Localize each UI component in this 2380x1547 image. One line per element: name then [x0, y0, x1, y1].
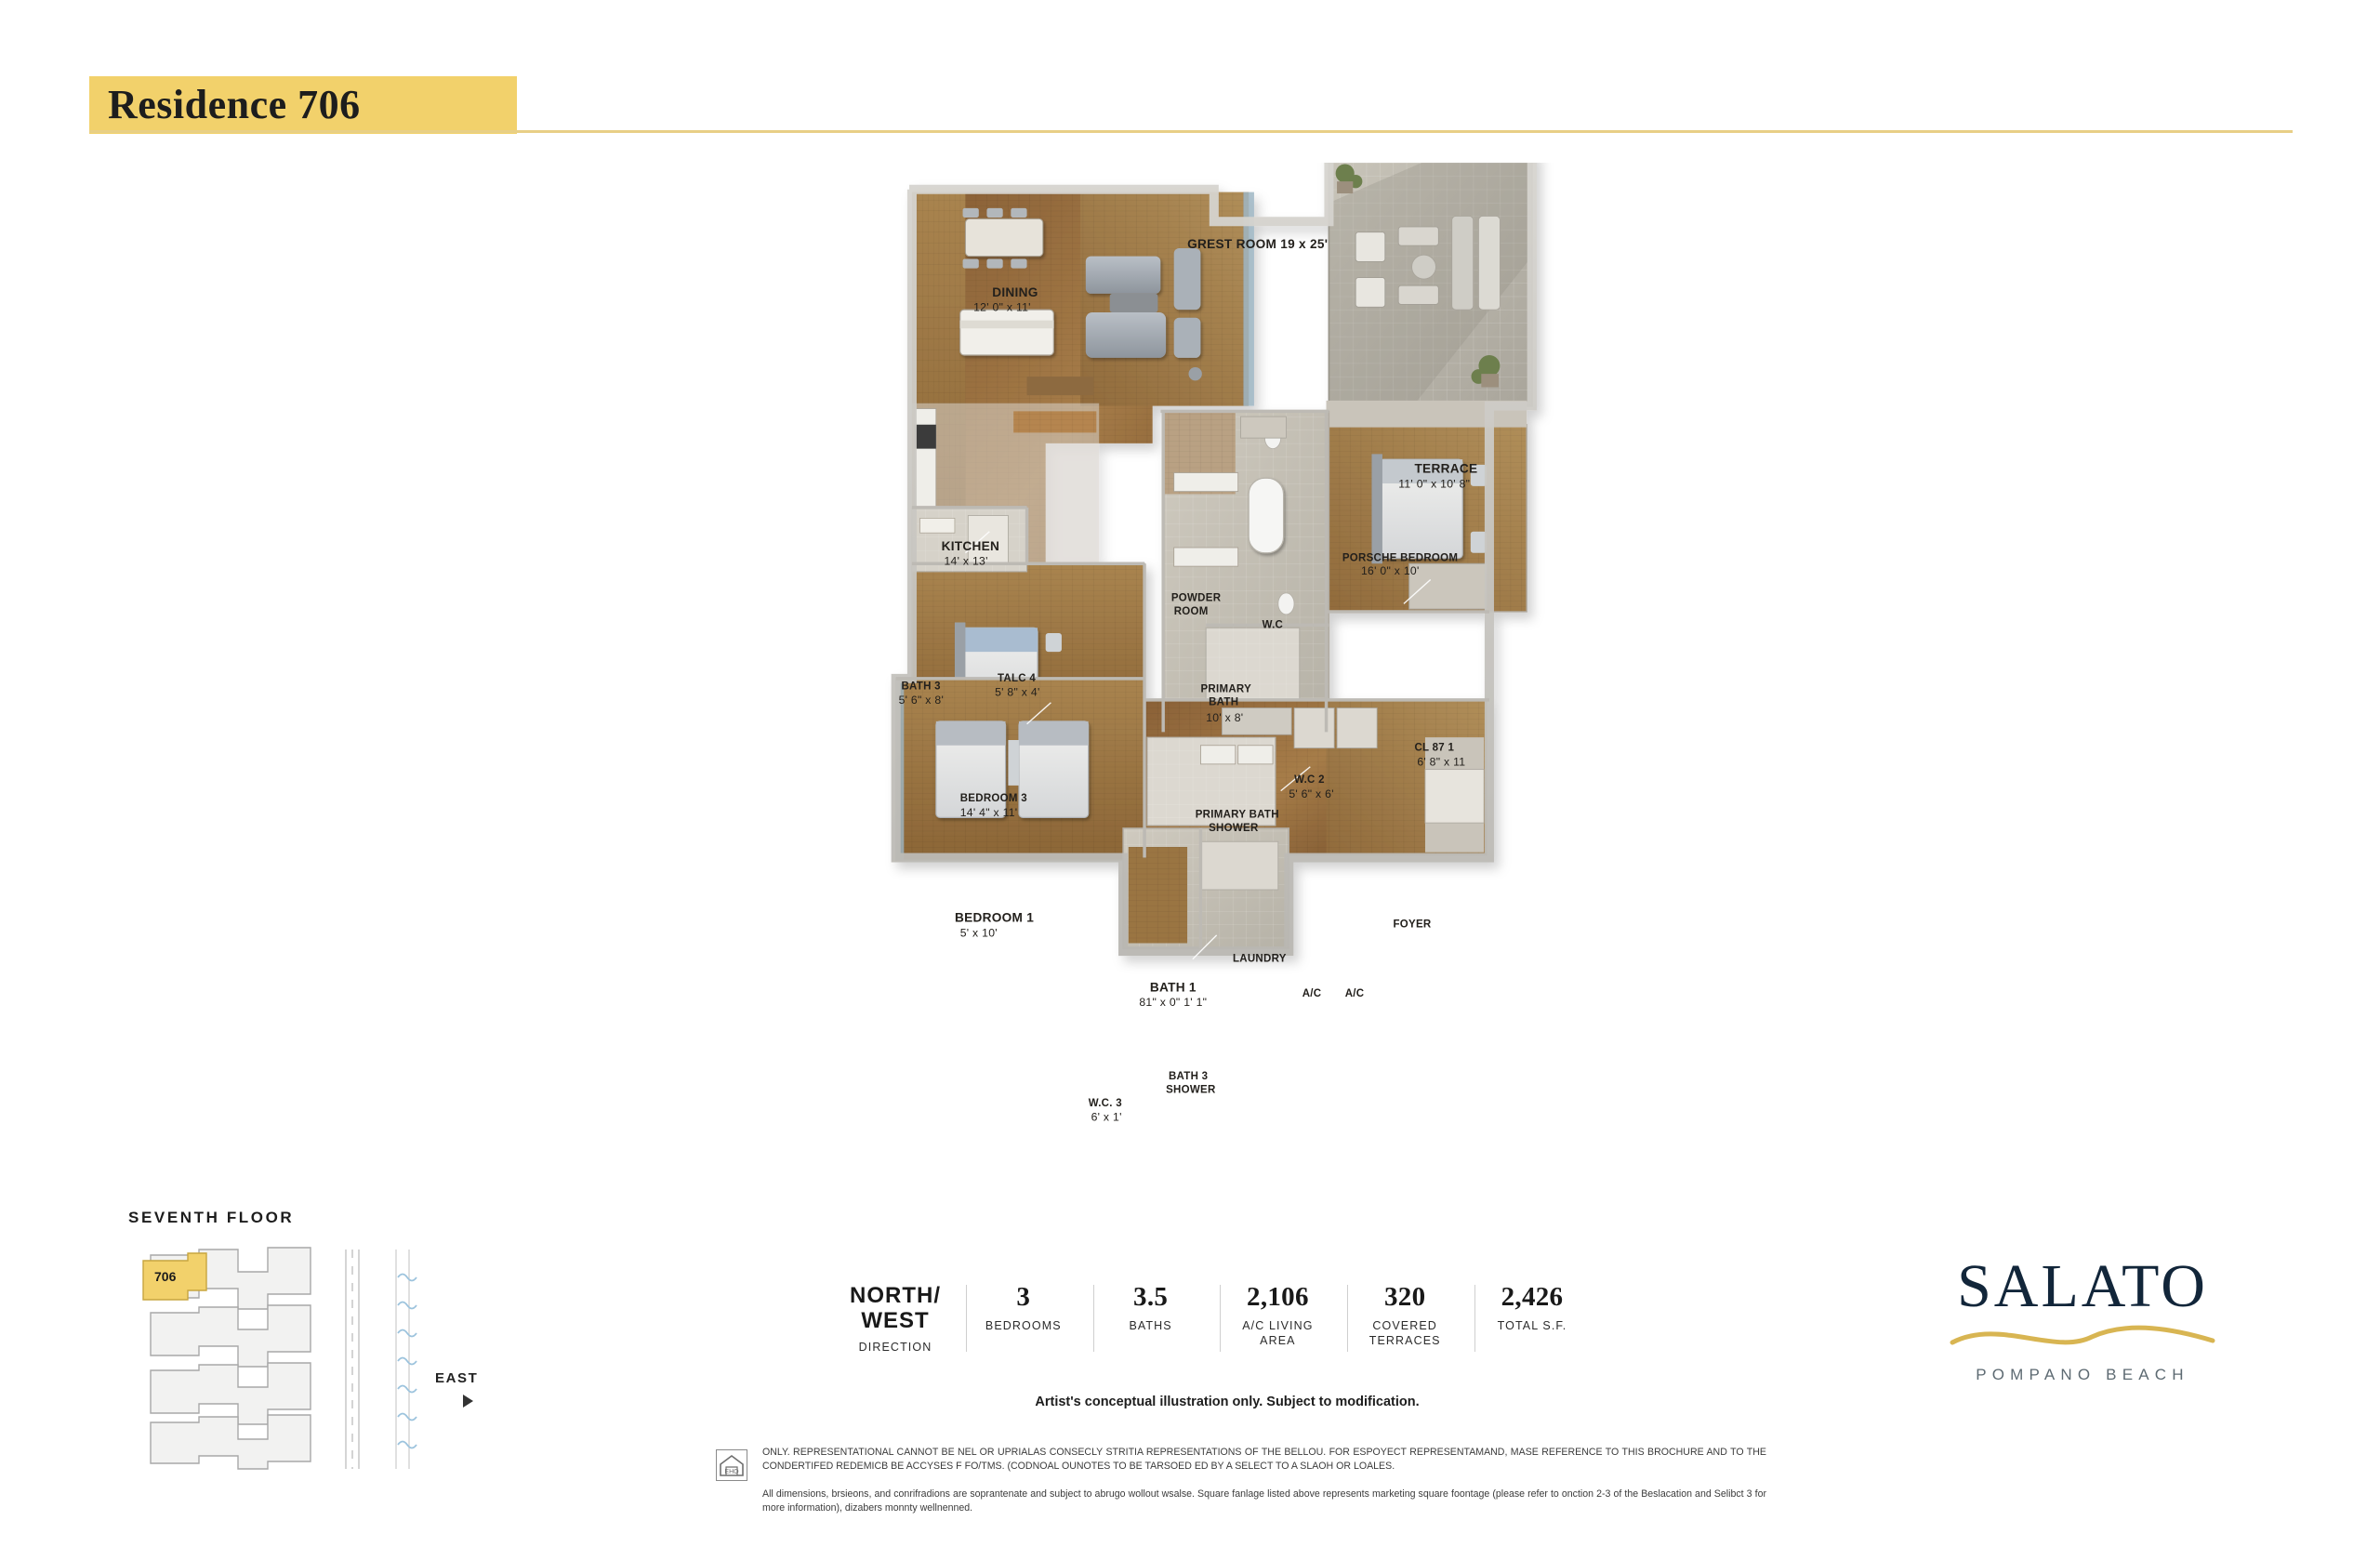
- svg-text:TALC 4: TALC 4: [997, 672, 1037, 684]
- svg-text:5' 8" x 4': 5' 8" x 4': [995, 685, 1040, 699]
- spec-baths-value: 3.5: [1133, 1282, 1169, 1312]
- svg-text:14' 4" x 11': 14' 4" x 11': [959, 805, 1018, 819]
- svg-text:5' x 10': 5' x 10': [959, 926, 998, 940]
- svg-text:W.C. 3: W.C. 3: [1088, 1097, 1122, 1109]
- svg-text:6' x 1': 6' x 1': [1091, 1110, 1122, 1124]
- svg-text:A/C: A/C: [1344, 988, 1365, 999]
- svg-text:FOYER: FOYER: [1393, 919, 1432, 931]
- svg-text:TERRACE: TERRACE: [1414, 461, 1478, 476]
- spec-covered-terraces-label: COVERED TERRACES: [1368, 1319, 1441, 1347]
- svg-text:6' 8" x 11: 6' 8" x 11: [1417, 755, 1466, 769]
- spec-covered-terraces: [1347, 1283, 1462, 1348]
- svg-text:BEDROOM 1: BEDROOM 1: [954, 910, 1035, 925]
- floor-key-unit-label: 706: [154, 1269, 177, 1284]
- brand-name: SALATO: [1957, 1252, 2208, 1320]
- brand-subtitle: POMPANO BEACH: [1976, 1366, 2189, 1383]
- spec-baths-label: BATHS: [1129, 1319, 1172, 1332]
- svg-text:SHOWER: SHOWER: [1209, 822, 1259, 834]
- water-icon: [398, 1275, 416, 1448]
- spec-total-sf-label: TOTAL S.F.: [1497, 1319, 1567, 1332]
- svg-text:10' x 8': 10' x 8': [1206, 710, 1244, 724]
- svg-text:CL 87 1: CL 87 1: [1414, 742, 1455, 754]
- svg-text:12' 0" x 11': 12' 0" x 11': [973, 300, 1031, 314]
- svg-text:A/C: A/C: [1302, 988, 1322, 999]
- svg-text:14' x 13': 14' x 13': [944, 554, 988, 568]
- svg-text:GREST ROOM 19 x 25': GREST ROOM 19 x 25': [1187, 237, 1329, 251]
- floor-key-title: SEVENTH FLOOR: [128, 1209, 295, 1226]
- svg-text:BATH 3: BATH 3: [1168, 1071, 1209, 1083]
- svg-text:W.C: W.C: [1262, 619, 1284, 631]
- svg-text:DINING: DINING: [992, 284, 1038, 299]
- specs-row: [837, 1283, 1590, 1355]
- svg-text:BEDROOM 3: BEDROOM 3: [959, 793, 1027, 805]
- floor-key-diagram: [128, 1240, 519, 1473]
- svg-text:81" x 0" 1' 1": 81" x 0" 1' 1": [1139, 996, 1208, 1010]
- svg-text:11' 0" x 10' 8": 11' 0" x 10' 8": [1398, 477, 1471, 491]
- fair-housing-icon: [716, 1449, 747, 1481]
- svg-text:16' 0" x 10': 16' 0" x 10': [1360, 563, 1420, 577]
- brand-logo: [1887, 1252, 2278, 1384]
- spec-bedrooms-value: 3: [1016, 1282, 1031, 1312]
- svg-text:POWDER: POWDER: [1170, 592, 1222, 604]
- spec-direction-label: DIRECTION: [858, 1341, 932, 1354]
- fine-print-2: All dimensions, brsieons, and conrifradions are soprantenate and subject to abrugo wollout wsalse. Square fanlage listed above represents marketing square foontage (please refer to onction 2-3 of the Beslacation and Selibct 3 for more information), dizabers monnty wellnenned.: [762, 1488, 1766, 1514]
- fine-print-1: ONLY. REPRESENTATIONAL CANNOT BE NEL OR UPRIALAS CONSECLY STRITIA REPRESENTATIONS OF THE BELLOU. FOR ESPOYECT REPRESENTAMAND, MASE REFERENCE TO THIS BROCHURE AND TO THE CONDERTIFED REDEMICB BE ACCYSES F FO/TMS. (CODNOAL OUNOTES TO BE TARSOED ED BY A SELECT TO A SLAOH OR LOALES.: [762, 1447, 1766, 1472]
- spec-ac-living-area-label: A/C LIVING AREA: [1242, 1319, 1314, 1347]
- svg-text:PRIMARY: PRIMARY: [1200, 683, 1252, 695]
- bath-3-shower-wic: [1123, 828, 1289, 948]
- title-divider: [89, 130, 2293, 133]
- svg-text:KITCHEN: KITCHEN: [941, 538, 1000, 553]
- header: [89, 76, 2293, 134]
- svg-text:5' 6" x 6': 5' 6" x 6': [1289, 787, 1334, 800]
- svg-text:SHOWER: SHOWER: [1166, 1084, 1216, 1096]
- spec-direction: NORTH/ WEST DIRECTION: [850, 1283, 941, 1354]
- svg-text:ROOM: ROOM: [1173, 605, 1209, 617]
- svg-text:EHO: EHO: [724, 1469, 739, 1475]
- svg-text:BATH 1: BATH 1: [1149, 980, 1197, 995]
- wave-swoosh-icon: [1943, 1322, 2222, 1355]
- svg-text:W.C 2: W.C 2: [1294, 774, 1325, 786]
- svg-text:LAUNDRY: LAUNDRY: [1232, 953, 1287, 965]
- page-title: Residence 706: [108, 82, 361, 127]
- spec-baths: [1093, 1283, 1209, 1333]
- spec-covered-terraces-value: 320: [1383, 1282, 1426, 1312]
- svg-text:PORSCHE BEDROOM: PORSCHE BEDROOM: [1342, 552, 1459, 564]
- spec-total-sf-value: 2,426: [1501, 1282, 1564, 1312]
- spec-total-sf: [1474, 1283, 1590, 1333]
- floorplan-illustration: [762, 163, 1636, 1232]
- spec-bedrooms: [966, 1283, 1081, 1333]
- svg-text:BATH 3: BATH 3: [901, 681, 941, 693]
- svg-text:BATH: BATH: [1209, 696, 1239, 708]
- primary-bedroom-area: [1327, 401, 1527, 612]
- artist-disclaimer: Artist's conceptual illustration only. Subject to modification.: [1035, 1395, 1420, 1409]
- triangle-right-icon: [463, 1395, 473, 1408]
- spec-bedrooms-label: BEDROOMS: [985, 1319, 1062, 1332]
- floor-key: [128, 1209, 519, 1488]
- spec-ac-living-area: [1220, 1283, 1335, 1348]
- terrace-area: [1329, 163, 1532, 406]
- direction-label-east: EAST: [435, 1370, 479, 1386]
- svg-text:PRIMARY BATH: PRIMARY BATH: [1195, 809, 1279, 821]
- svg-text:5' 6" x 8': 5' 6" x 8': [898, 694, 945, 707]
- spec-ac-living-area-value: 2,106: [1247, 1282, 1309, 1312]
